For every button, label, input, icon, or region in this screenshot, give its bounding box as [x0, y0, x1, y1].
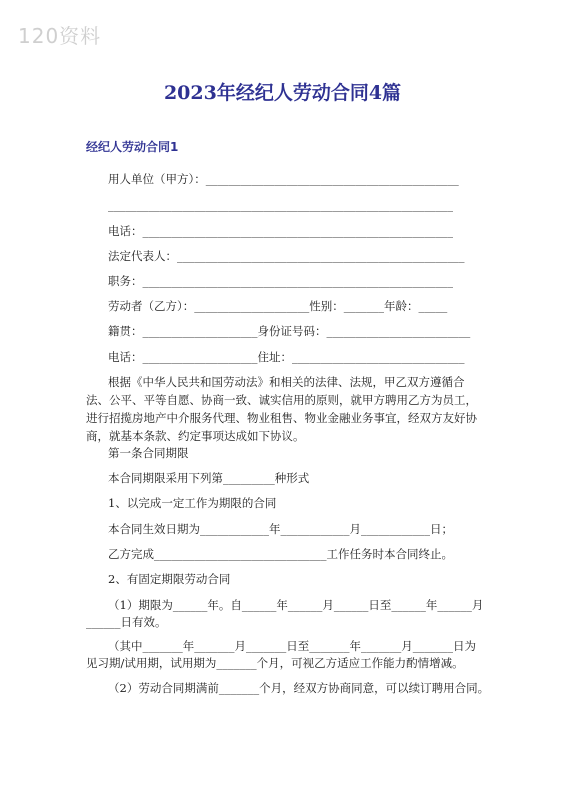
origin-id-line: 籍贯：____________________身份证号码：_________________________	[108, 324, 471, 338]
employer-line-2: ____________________________________________________________	[108, 198, 453, 212]
term-period-line-2: ______日有效。	[86, 615, 167, 629]
position-line: 职务：______________________________________________________	[108, 274, 453, 288]
probation-line-2: 见习期/试用期，试用期为_______个月，可视乙方适应工作能力酌情增减。	[86, 656, 464, 670]
term-period-line: （1）期限为______年。自______年______月______日至______年______月	[108, 598, 484, 612]
watermark: 120资料	[18, 24, 102, 48]
section-heading: 经纪人劳动合同1	[86, 140, 179, 154]
item-2-heading: 2、有固定期限劳动合同	[108, 572, 231, 586]
employer-line: 用人单位（甲方）：____________________________________________	[108, 172, 459, 186]
phone-address-line: 电话：____________________住址：______________________________	[108, 350, 465, 364]
legal-rep-line: 法定代表人：__________________________________________________	[108, 249, 465, 263]
worker-line: 劳动者（乙方）：____________________性别：_______年龄：_____	[108, 299, 448, 313]
intro-paragraph: 根据《中华人民共和国劳动法》和相关的法律、法规，甲乙双方遵循合法、公平、平等自愿、协商一致、诚实信用的原则，就甲方聘用乙方为员工，进行招揽房地产中介服务代理、物业租售、物业金融业务事宜，经双方友好协商，就基本条款、约定事项达成如下协议。	[86, 375, 477, 443]
effective-date-line: 本合同生效日期为____________年____________月____________日；	[108, 522, 453, 536]
term-form-line: 本合同期限采用下列第_________种形式	[108, 471, 310, 485]
document-title: 2023年经纪人劳动合同4篇	[163, 82, 402, 104]
item-1-heading: 1、以完成一定工作为期限的合同	[108, 496, 277, 510]
article-heading: 第一条合同期限	[108, 446, 189, 460]
completion-line: 乙方完成______________________________工作任务时本合同终止。	[108, 547, 453, 561]
phone-line: 电话：______________________________________________________	[108, 224, 453, 238]
probation-line: （其中_______年_______月_______日至_______年_______月_______日为	[108, 639, 476, 653]
renewal-line: （2）劳动合同期满前_______个月，经双方协商同意，可以续订聘用合同。	[108, 681, 490, 695]
